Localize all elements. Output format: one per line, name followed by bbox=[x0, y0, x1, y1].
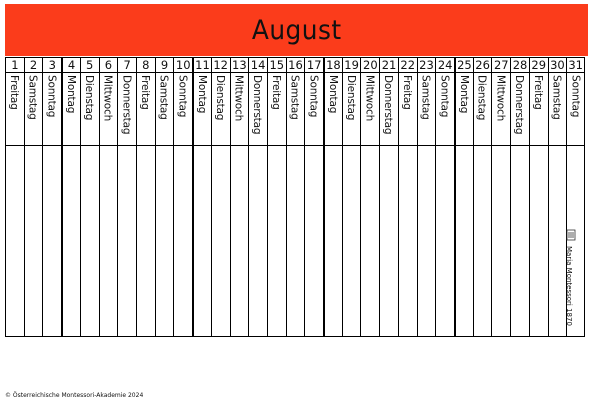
day-column bbox=[267, 58, 286, 336]
day-column bbox=[230, 58, 249, 336]
day-number: 6 bbox=[104, 58, 113, 72]
day-number: 8 bbox=[142, 58, 150, 72]
day-column bbox=[323, 58, 342, 336]
day-number: 5 bbox=[86, 58, 94, 72]
weekday-name: Mittwoch bbox=[101, 75, 114, 122]
day-number: 18 bbox=[326, 58, 341, 72]
day-column bbox=[473, 58, 492, 336]
day-number: 23 bbox=[419, 58, 434, 72]
day-column bbox=[360, 58, 379, 336]
weekday-name: Montag bbox=[65, 75, 78, 114]
day-number: 28 bbox=[512, 58, 528, 72]
day-number: 2 bbox=[29, 58, 38, 72]
day-number: 20 bbox=[363, 58, 378, 72]
weekday-name: Samstag bbox=[157, 75, 170, 120]
day-column bbox=[398, 58, 417, 336]
day-number: 7 bbox=[123, 58, 131, 72]
day-column bbox=[435, 58, 454, 336]
day-number: 25 bbox=[457, 58, 472, 72]
day-column bbox=[417, 58, 436, 336]
day-number: 12 bbox=[213, 58, 228, 72]
day-number: 16 bbox=[288, 58, 303, 72]
copyright-footer: © Österreichische Montessori-Akademie 2024 bbox=[5, 392, 144, 399]
day-number: 15 bbox=[269, 58, 285, 72]
day-column bbox=[117, 58, 136, 336]
weekday-name: Freitag bbox=[269, 75, 282, 110]
day-number: 22 bbox=[400, 58, 416, 72]
weekday-name: Donnerstag bbox=[382, 75, 395, 135]
day-column bbox=[42, 58, 61, 336]
weekday-name: Montag bbox=[458, 75, 471, 114]
calendar-grid bbox=[5, 57, 585, 337]
day-column bbox=[80, 58, 99, 336]
weekday-name: Dienstag bbox=[82, 75, 95, 121]
day-number: 4 bbox=[67, 58, 76, 72]
day-column bbox=[99, 58, 118, 336]
weekday-name: Dienstag bbox=[213, 75, 226, 121]
day-number: 31 bbox=[568, 58, 583, 72]
day-column bbox=[510, 58, 529, 336]
day-number: 11 bbox=[195, 58, 210, 72]
day-column bbox=[304, 58, 323, 336]
day-column bbox=[61, 58, 80, 336]
day-number: 29 bbox=[531, 58, 547, 72]
day-number: 30 bbox=[550, 58, 565, 72]
day-column bbox=[248, 58, 267, 336]
day-column bbox=[342, 58, 361, 336]
weekday-name: Montag bbox=[196, 75, 209, 114]
weekday-name: Mittwoch bbox=[232, 75, 245, 122]
weekday-name: Sonntag bbox=[307, 75, 320, 118]
weekday-name: Freitag bbox=[400, 75, 413, 110]
day-number: 10 bbox=[175, 58, 191, 72]
day-column bbox=[529, 58, 548, 336]
weekday-name: Sonntag bbox=[438, 75, 451, 118]
weekday-name: Mittwoch bbox=[363, 75, 376, 122]
day-column bbox=[155, 58, 174, 336]
day-column bbox=[5, 58, 24, 336]
weekday-name: Samstag bbox=[288, 75, 301, 120]
day-column bbox=[286, 58, 305, 336]
day-column bbox=[379, 58, 398, 336]
day-column bbox=[192, 58, 211, 336]
month-title: August bbox=[251, 14, 342, 46]
weekday-name: Sonntag bbox=[45, 75, 58, 118]
weekday-name: Donnerstag bbox=[513, 75, 526, 135]
day-number: 3 bbox=[48, 58, 56, 72]
weekday-name: Donnerstag bbox=[251, 75, 264, 135]
day-number: 9 bbox=[160, 58, 169, 72]
day-column bbox=[24, 58, 43, 336]
day-column bbox=[211, 58, 230, 336]
montessori-mark-icon bbox=[566, 229, 576, 241]
month-header bbox=[5, 4, 588, 56]
day-number: 26 bbox=[475, 58, 490, 72]
day-number: 14 bbox=[250, 58, 266, 72]
day-column bbox=[454, 58, 473, 336]
weekday-name: Dienstag bbox=[344, 75, 357, 121]
day-column bbox=[136, 58, 155, 336]
day-column bbox=[491, 58, 510, 336]
day-number: 27 bbox=[493, 58, 509, 72]
day-number: 17 bbox=[306, 58, 322, 72]
day-number: 19 bbox=[344, 58, 359, 72]
weekday-name: Freitag bbox=[138, 75, 151, 110]
weekday-name: Sonntag bbox=[176, 75, 189, 118]
weekday-name: Sonntag bbox=[569, 75, 582, 118]
weekday-name: Freitag bbox=[531, 75, 544, 110]
day-column bbox=[173, 58, 192, 336]
credit-text: Maria Montessori 1870 bbox=[565, 246, 573, 326]
day-number: 1 bbox=[11, 58, 19, 72]
weekday-name: Donnerstag bbox=[120, 75, 133, 135]
day-number: 24 bbox=[437, 58, 453, 72]
weekday-name: Samstag bbox=[419, 75, 432, 120]
weekday-name: Freitag bbox=[8, 75, 20, 110]
weekday-name: Dienstag bbox=[475, 75, 488, 121]
weekday-name: Samstag bbox=[26, 75, 39, 120]
weekday-name: Samstag bbox=[550, 75, 563, 120]
weekday-name: Mittwoch bbox=[494, 75, 507, 122]
weekday-name: Montag bbox=[327, 75, 340, 114]
day-number: 21 bbox=[381, 58, 397, 72]
day-number: 13 bbox=[232, 58, 247, 72]
